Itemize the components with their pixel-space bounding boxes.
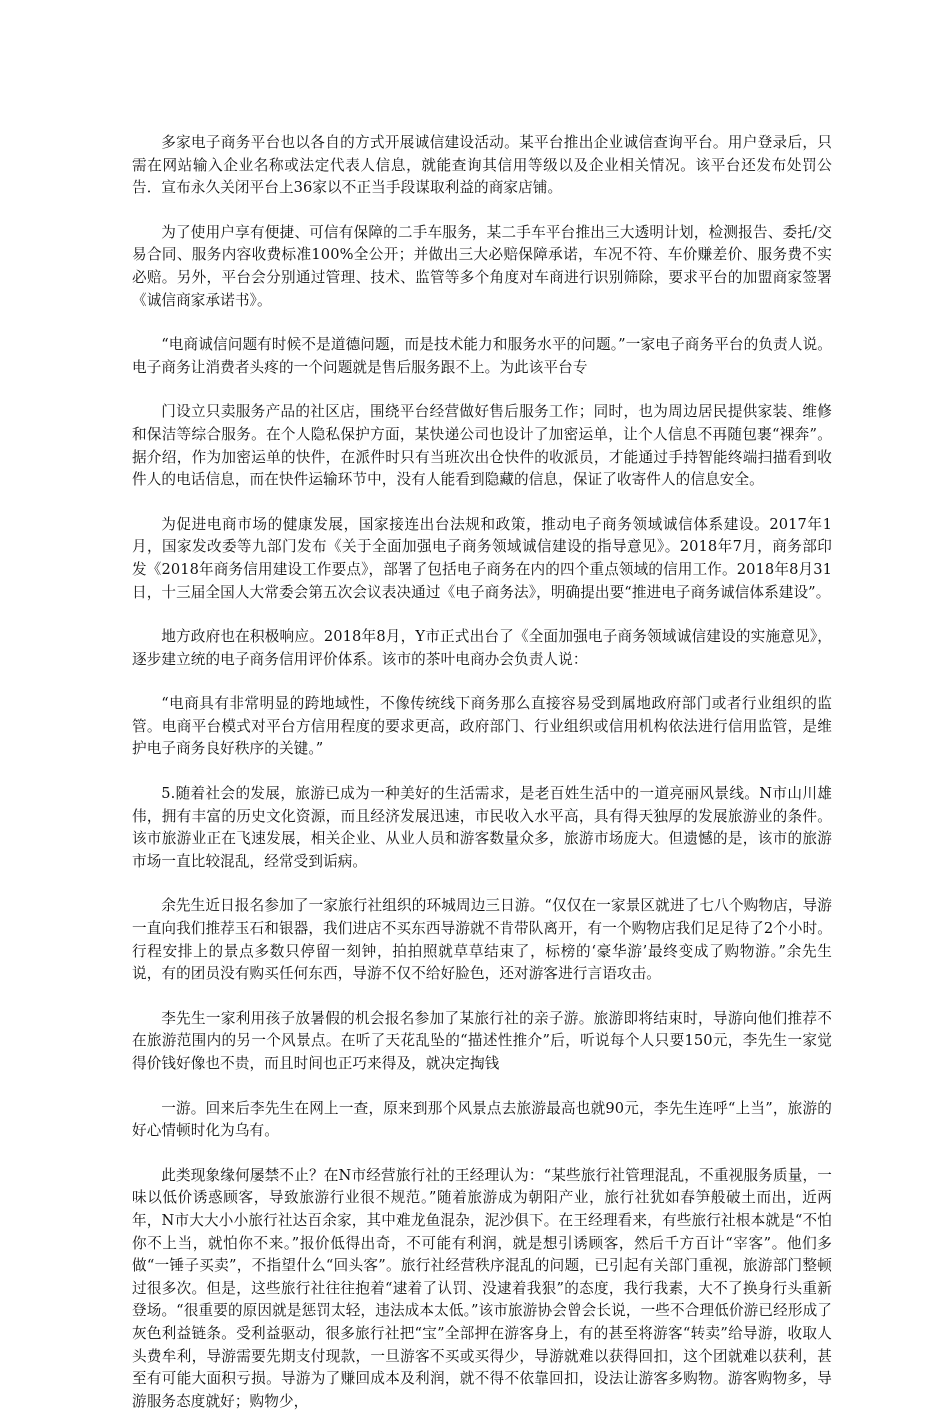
paragraph-mr-li-story: 李先生一家利用孩子放暑假的机会报名参加了某旅行社的亲子游。旅游即将结束时，导游向他们推荐不在旅游范围内的另一个风景点。在听了天花乱坠的“描述性推介”后，听说每个人只要150元，李先生一家觉得价钱好像也不贵，而且时间也正巧来得及，就决定掏钱 [132,1009,832,1072]
paragraph-mr-li-continued: 一游。回来后李先生在网上一查，原来到那个风景点去旅游最高也就90元，李先生连呼“上当”，旅游的好心情顿时化为乌有。 [132,1099,832,1140]
paragraph-platform-quote: “电商诚信问题有时候不是道德问题，而是技术能力和服务水平的问题。”一家电子商务平台的负责人说。电子商务让消费者头疼的一个问题就是售后服务跟不上。为此该平台专 [132,336,832,376]
paragraph-ecommerce-platforms: 多家电子商务平台也以各自的方式开展诚信建设活动。某平台推出企业诚信查询平台。用户登录后，只需在网站输入企业名称或法定代表人信息，就能查询其信用等级以及企业相关情况。该平台还发布处罚公告．宣布永久关闭平台上36家以不正当手段谋取利益的商家店铺。 [132,134,832,197]
paragraph-tourism-intro: 5.随着社会的发展，旅游已成为一种美好的生活需求，是老百姓生活中的一道亮丽风景线。N市山川雄伟，拥有丰富的历史文化资源，而且经济发展迅速，市民收入水平高，具有得天独厚的发展旅游业的条件。该市旅游业正在飞速发展，相关企业、从业人员和游客数量众多，旅游市场庞大。但遗憾的是，该市的旅游市场一直比较混乱，经常受到诟病。 [132,785,832,870]
paragraph-local-government: 地方政府也在积极响应。2018年8月，Y市正式出台了《全面加强电子商务领域诚信建设的实施意见》，逐步建立统的电子商务信用评价体系。该市的茶叶电商办会负责人说： [132,628,832,668]
paragraph-official-quote: “电商具有非常明显的跨地域性，不像传统线下商务那么直接容易受到属地政府部门或者行业组织的监管。电商平台模式对平台方信用程度的要求更高，政府部门、行业组织或信用机构依法进行信用监管，是维护电子商务良好秩序的关键。” [132,695,832,758]
paragraph-mr-yu-story: 余先生近日报名参加了一家旅行社组织的环城周边三日游。“仅仅在一家景区就进了七八个购物店，导游一直向我们推荐玉石和银器，我们进店不买东西导游就不肯带队离开，有一个购物店我们足足待了2个小时。行程安排上的景点多数只停留一刻钟，拍拍照就草草结束了，标榜的‘豪华游’最终变成了购物游。”余先生说，有的团员没有购买任何东西，导游不仅不给好脸色，还对游客进行言语攻击。 [132,897,832,983]
paragraph-manager-wang: 此类现象缘何屡禁不止？在N市经营旅行社的王经理认为：“某些旅行社管理混乱，不重视服务质量，一味以低价诱惑顾客，导致旅游行业很不规范。”随着旅游成为朝阳产业，旅行社犹如春笋般破土而出，近两年，N市大大小小旅行社达百余家，其中难龙鱼混杂，泥沙俱下。在王经理看来，有些旅行社根本就是“不怕你不上当，就怕你不来。”报价低得出奇，不可能有利润，就是想引诱顾客，然后千方百计“宰客”。他们多做“一锤子买卖”，不指望什么“回头客”。旅行社经营秩序混乱的问题，已引起有关部门重视，旅游部门整顿过很多次。但是，这些旅行社往往抱着“逮着了认罚、没逮着我狠”的态度，我行我素，大不了换身行头重新登场。“很重要的原因就是惩罚太轻，违法成本太低。”该市旅游协会曾会长说，一些不合理低价游已经形成了灰色利益链条。受利益驱动，很多旅行社把“宝”全部押在游客身上，有的甚至将游客“转卖”给导游，收取人头费牟利，导游需要先期支付现款，一旦游客不买或买得少，导游就难以获得回扣，这个团就难以获利，甚至有可能大面积亏损。导游为了赚回成本及利润，就不得不依靠回扣，设法让游客多购物。游客购物多，导游服务态度就好；购物少， [132,1166,832,1410]
document-page [132,132,832,1413]
paragraph-community-store: 门设立只卖服务产品的社区店，围绕平台经营做好售后服务工作；同时，也为周边居民提供家装、维修和保洁等综合服务。在个人隐私保护方面，某快递公司也设计了加密运单，让个人信息不再随包裹“裸奔”。据介绍，作为加密运单的快件，在派件时只有当班次出仓快件的收派员，才能通过手持智能终端扫描看到收件人的电话信息，而在快件运输环节中，没有人能看到隐藏的信息，保证了收寄件人的信息安全。 [132,403,832,489]
paragraph-national-policy: 为促进电商市场的健康发展，国家接连出台法规和政策，推动电子商务领域诚信体系建设。2017年1月，国家发改委等九部门发布《关于全面加强电子商务领域诚信建设的指导意见》。2018年7月，商务部印发《2018年商务信用建设工作要点》，部署了包括电子商务在内的四个重点领域的信用工作。2018年8月31日，十三届全国人大常委会第五次会议表决通过《电子商务法》，明确提出要“推进电子商务诚信体系建设”。 [132,515,832,601]
paragraph-used-car-platform: 为了使用户享有便捷、可信有保障的二手车服务，某二手车平台推出三大透明计划，检测报告、委托/交易合同、服务内容收费标准100%全公开；并做出三大必赔保障承诺，车况不符、车价赚差价、服务费不实必赔。另外，平台会分别通过管理、技术、监管等多个角度对车商进行识别筛除，要求平台的加盟商家签署《诚信商家承诺书》。 [132,223,832,309]
